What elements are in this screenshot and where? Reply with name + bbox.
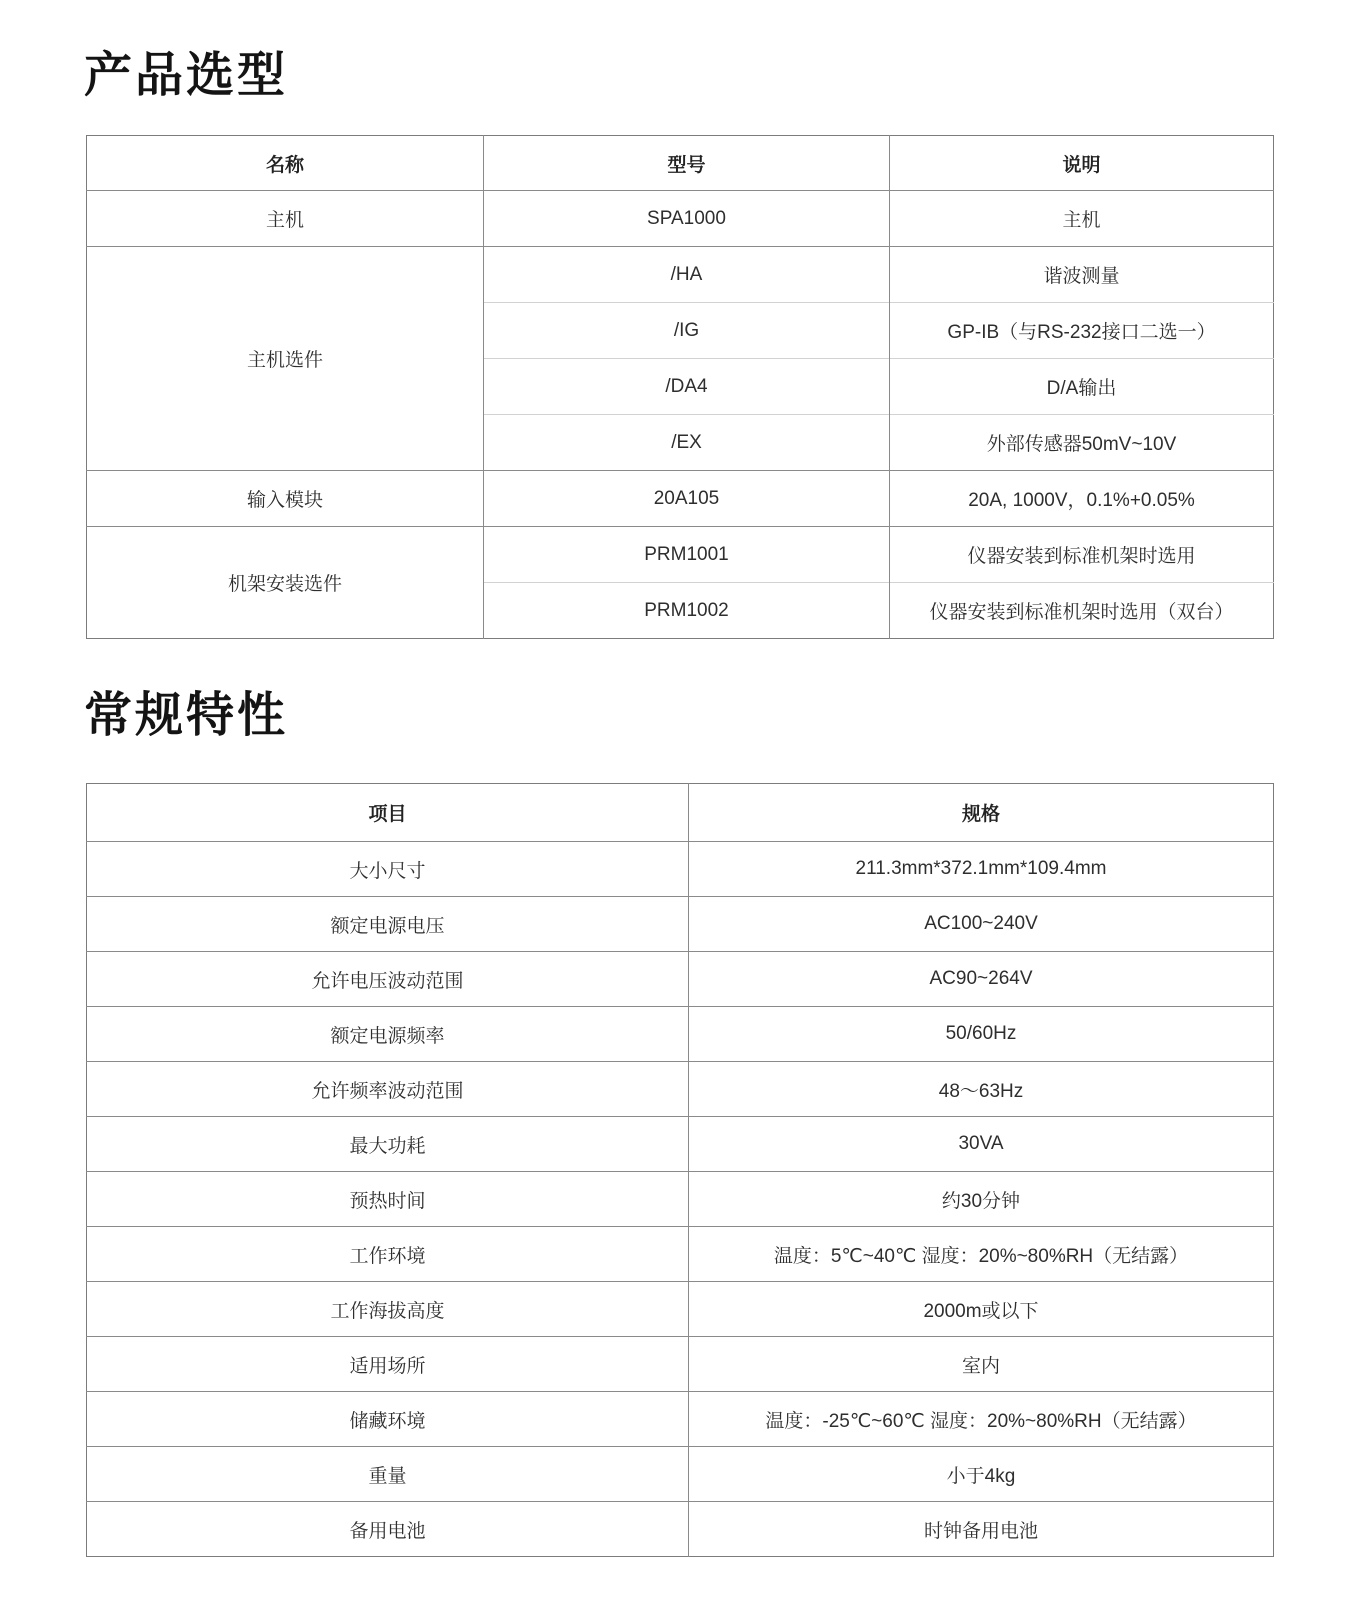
table-row [87,1282,1274,1337]
header-cell-desc: 说明 [890,136,1274,191]
cell-model: PRM1001 [484,527,890,583]
cell-item: 适用场所 [87,1337,689,1392]
cell-model: /HA [484,247,890,303]
cell-item: 最大功耗 [87,1117,689,1172]
cell-desc: 主机 [890,191,1274,247]
cell-spec: 时钟备用电池 [689,1502,1274,1557]
table-row [87,1117,1274,1172]
table-header-row [87,136,1274,191]
cell-spec: 50/60Hz [689,1007,1274,1062]
table-row [87,842,1274,897]
cell-item: 额定电源频率 [87,1007,689,1062]
cell-spec: 小于4kg [689,1447,1274,1502]
table-header-row [87,784,1274,842]
header-cell-spec: 规格 [689,784,1274,842]
general-characteristics-table [86,783,1274,1557]
table-row [87,897,1274,952]
cell-desc: 仪器安装到标准机架时选用（双台） [890,583,1274,639]
cell-spec: 30VA [689,1117,1274,1172]
cell-spec: 2000m或以下 [689,1282,1274,1337]
cell-model: SPA1000 [484,191,890,247]
cell-spec: 48～63Hz [689,1062,1274,1117]
cell-spec: 211.3mm*372.1mm*109.4mm [689,842,1274,897]
table-row [87,1007,1274,1062]
header-cell-name: 名称 [87,136,484,191]
cell-spec: 温度：-25℃~60℃ 湿度：20%~80%RH（无结露） [689,1392,1274,1447]
cell-item: 重量 [87,1447,689,1502]
cell-item: 工作海拔高度 [87,1282,689,1337]
section-title-general-characteristics: 常规特性 [84,689,289,742]
cell-desc: D/A输出 [890,359,1274,415]
cell-desc: GP-IB（与RS-232接口二选一） [890,303,1274,359]
table-row [87,1502,1274,1557]
table-row [87,1447,1274,1502]
cell-model: 20A105 [484,471,890,527]
cell-desc: 外部传感器50mV~10V [890,415,1274,471]
table-row [87,527,1274,583]
table-row [87,1227,1274,1282]
cell-model: /IG [484,303,890,359]
cell-spec: 室内 [689,1337,1274,1392]
cell-item: 备用电池 [87,1502,689,1557]
cell-item: 预热时间 [87,1172,689,1227]
table-row [87,1392,1274,1447]
table-row [87,247,1274,303]
table-row [87,1062,1274,1117]
header-cell-model: 型号 [484,136,890,191]
table-row [87,191,1274,247]
cell-model: /DA4 [484,359,890,415]
cell-spec: AC90~264V [689,952,1274,1007]
cell-desc: 仪器安装到标准机架时选用 [890,527,1274,583]
cell-model: PRM1002 [484,583,890,639]
cell-spec: 约30分钟 [689,1172,1274,1227]
cell-group-name: 主机 [87,191,484,247]
cell-item: 大小尺寸 [87,842,689,897]
table-row [87,952,1274,1007]
cell-group-name: 主机选件 [87,247,484,471]
cell-item: 允许电压波动范围 [87,952,689,1007]
cell-group-name: 机架安装选件 [87,527,484,639]
cell-desc: 谐波测量 [890,247,1274,303]
cell-spec: 温度：5℃~40℃ 湿度：20%~80%RH（无结露） [689,1227,1274,1282]
cell-group-name: 输入模块 [87,471,484,527]
table-row [87,471,1274,527]
cell-item: 储藏环境 [87,1392,689,1447]
table-row [87,1337,1274,1392]
product-selection-table [86,135,1274,639]
cell-item: 额定电源电压 [87,897,689,952]
cell-item: 工作环境 [87,1227,689,1282]
table-row [87,1172,1274,1227]
cell-item: 允许频率波动范围 [87,1062,689,1117]
cell-desc: 20A, 1000V，0.1%+0.05% [890,471,1274,527]
cell-model: /EX [484,415,890,471]
header-cell-item: 项目 [87,784,689,842]
section-title-product-selection: 产品选型 [84,49,289,102]
cell-spec: AC100~240V [689,897,1274,952]
